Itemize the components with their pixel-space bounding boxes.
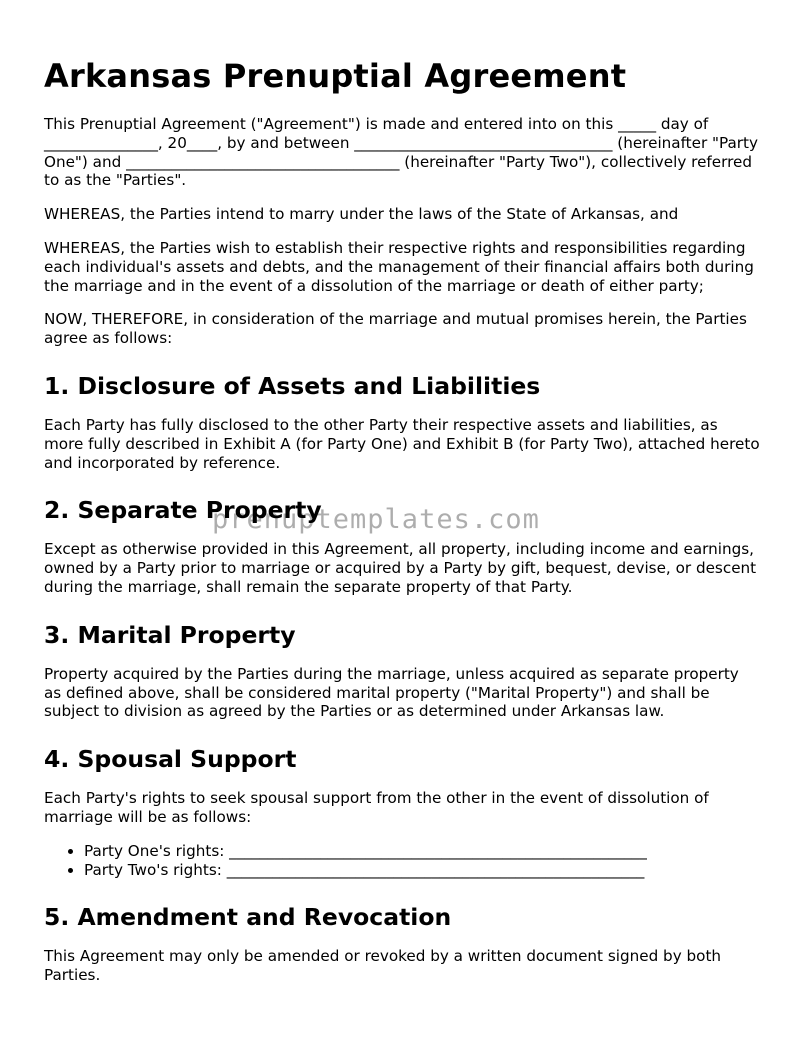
watermark-text: prenuptemplates.com <box>212 504 540 535</box>
section-heading-disclosure: 1. Disclosure of Assets and Liabilities <box>44 371 541 400</box>
section-heading-marital-property: 3. Marital Property <box>44 620 296 649</box>
document-title: Arkansas Prenuptial Agreement <box>44 57 627 95</box>
whereas-paragraph-2: WHEREAS, the Parties wish to establish their respective rights and responsibilities regarding each individual's assets and debts, and the management of their financial affairs both during the marriage and in the event of a dissolution of the marriage or death of either party; <box>44 238 754 295</box>
section-heading-separate-property: 2. Separate Property <box>44 496 322 525</box>
intro-paragraph: This Prenuptial Agreement ("Agreement") is made and entered into on this _____ day of _______________, 20____, by and between __________________________________ (hereinafter "Party One") and ____________________________________ (hereinafter "Party Two"), collectively referred to as the "Parties". <box>44 115 758 190</box>
section-body-marital-property: Property acquired by the Parties during the marriage, unless acquired as separate property as defined above, shall be considered marital property ("Marital Property") and shall be subject to division as agreed by the Parties or as determined under Arkansas law. <box>44 664 739 721</box>
section-heading-amendment: 5. Amendment and Revocation <box>44 903 452 932</box>
section-body-separate-property: Except as otherwise provided in this Agreement, all property, including income and earnings, owned by a Party prior to marriage or acquired by a Party by gift, bequest, devise, or descent during the marriage, shall remain the separate property of that Party. <box>44 540 757 596</box>
list-item: • Party Two's rights: _______________________________________________________ <box>84 861 760 880</box>
section-body-spousal-support: Each Party's rights to seek spousal support from the other in the event of dissolution of marriage will be as follows: <box>44 789 709 826</box>
document-page <box>44 56 760 1000</box>
section-body-amendment: This Agreement may only be amended or revoked by a written document signed by both Parties. <box>44 947 722 985</box>
section-body-disclosure: Each Party has fully disclosed to the other Party their respective assets and liabilities, as more fully described in Exhibit A (for Party One) and Exhibit B (for Party Two), attached hereto and incorporated by reference. <box>44 415 760 472</box>
list-item: • Party One's rights: _______________________________________________________ <box>84 842 760 861</box>
section-heading-spousal-support: 4. Spousal Support <box>44 745 297 774</box>
whereas-paragraph-1: WHEREAS, the Parties intend to marry under the laws of the State of Arkansas, and <box>44 205 679 224</box>
spousal-support-list <box>44 842 760 880</box>
now-therefore-paragraph: NOW, THEREFORE, in consideration of the marriage and mutual promises herein, the Parties agree as follows: <box>44 310 747 348</box>
